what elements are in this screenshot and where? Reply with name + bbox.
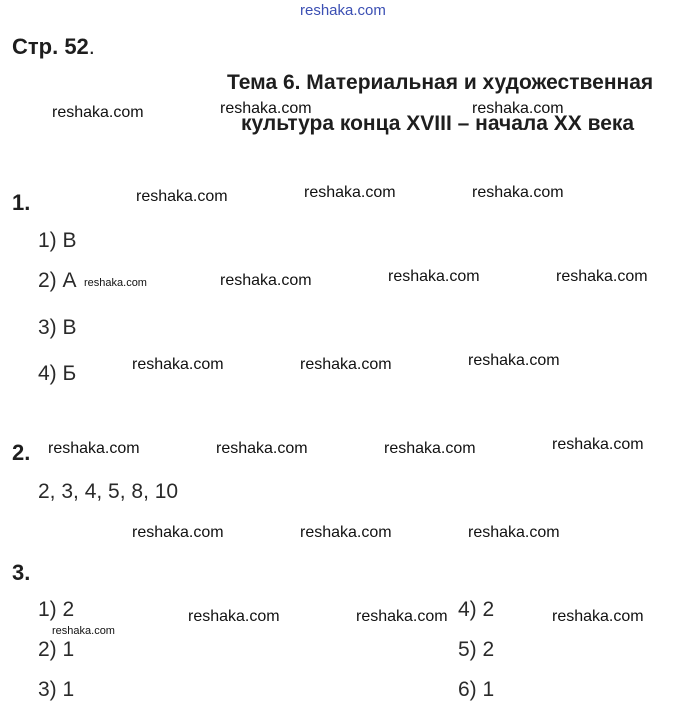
- watermark: reshaka.com: [132, 524, 224, 541]
- watermark: reshaka.com: [468, 524, 560, 541]
- watermark: reshaka.com: [300, 524, 392, 541]
- topic-title-line2: культура конца XVIII – начала XX века: [241, 112, 635, 135]
- top-watermark: reshaka.com: [300, 2, 386, 19]
- page-label-dot: .: [88, 34, 95, 59]
- watermark: reshaka.com: [356, 608, 448, 625]
- question-number-2: 2.: [12, 440, 31, 465]
- watermark: reshaka.com: [188, 608, 280, 625]
- watermark-small: reshaka.com: [84, 277, 147, 289]
- q1-answer-3: 3) В: [38, 316, 77, 339]
- watermark: reshaka.com: [136, 188, 228, 205]
- q2-answer: 2, 3, 4, 5, 8, 10: [38, 480, 179, 503]
- watermark: reshaka.com: [220, 272, 312, 289]
- q3-answer-5: 5) 2: [458, 638, 495, 661]
- watermark: reshaka.com: [472, 100, 564, 117]
- watermark: reshaka.com: [472, 184, 564, 201]
- q1-answer-2: 2) А: [38, 269, 77, 292]
- topic-title-line1: Тема 6. Материальная и художественная: [227, 71, 654, 94]
- watermark: reshaka.com: [300, 356, 392, 373]
- question-number-3: 3.: [12, 560, 31, 585]
- watermark: reshaka.com: [48, 440, 140, 457]
- watermark: reshaka.com: [132, 356, 224, 373]
- q1-answer-4: 4) Б: [38, 362, 77, 385]
- page-label: [12, 34, 95, 60]
- page-label-text: Стр. 52: [12, 34, 89, 59]
- q3-answer-2: 2) 1: [38, 638, 75, 661]
- q3-answer-4: 4) 2: [458, 598, 495, 621]
- q3-answer-1: 1) 2: [38, 598, 75, 621]
- question-number-1: 1.: [12, 190, 31, 215]
- watermark: reshaka.com: [304, 184, 396, 201]
- q1-answer-1: 1) В: [38, 229, 77, 252]
- watermark: reshaka.com: [384, 440, 476, 457]
- watermark: reshaka.com: [388, 268, 480, 285]
- watermark: reshaka.com: [52, 104, 144, 121]
- watermark: reshaka.com: [556, 268, 648, 285]
- watermark-small: reshaka.com: [52, 625, 115, 637]
- watermark: reshaka.com: [216, 440, 308, 457]
- watermark: reshaka.com: [468, 352, 560, 369]
- q3-answer-3: 3) 1: [38, 678, 75, 701]
- q3-answer-6: 6) 1: [458, 678, 495, 701]
- watermark: reshaka.com: [552, 436, 644, 453]
- watermark: reshaka.com: [552, 608, 644, 625]
- watermark: reshaka.com: [220, 100, 312, 117]
